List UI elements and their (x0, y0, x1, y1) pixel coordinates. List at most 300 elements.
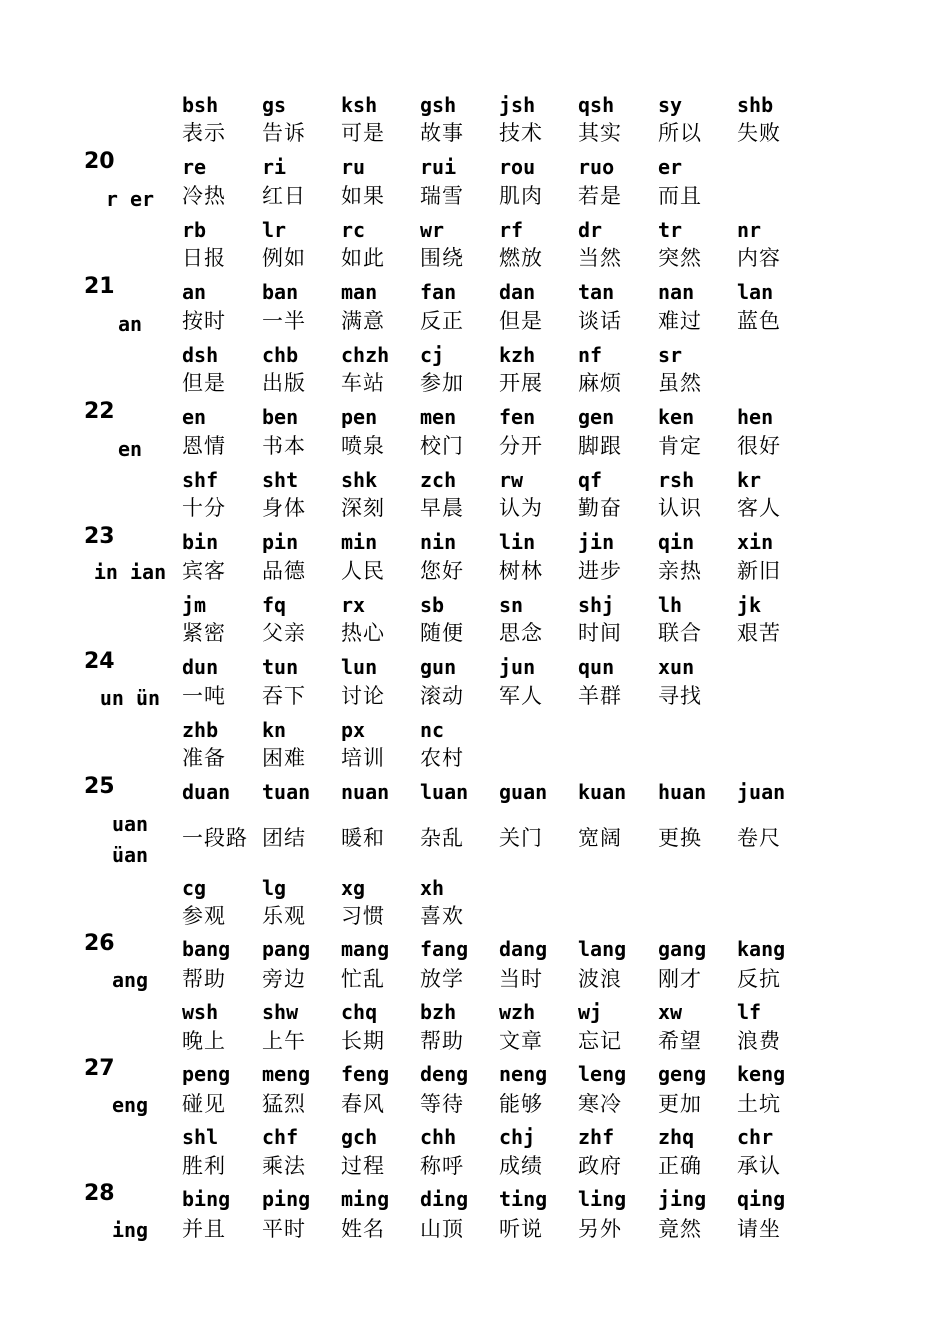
chinese-word: 习惯 (341, 904, 385, 928)
chinese-word: 并且 (182, 1217, 226, 1241)
chinese-word: 一吨 (182, 684, 226, 708)
chinese-word: 更换 (658, 826, 702, 850)
abbreviation-code: nuan (341, 780, 390, 804)
chinese-word: 谈话 (578, 309, 622, 333)
abbreviation-code: hen (737, 405, 774, 429)
word-row (0, 1088, 950, 1120)
chinese-word: 书本 (262, 434, 306, 458)
abbreviation-code: gsh (420, 93, 457, 117)
abbreviation-code: shf (182, 468, 219, 492)
abbreviation-code: tan (578, 280, 615, 304)
chinese-word: 猛烈 (262, 1092, 306, 1116)
chinese-word: 浪费 (737, 1029, 781, 1053)
abbreviation-code: xw (658, 1000, 683, 1024)
chinese-word: 日报 (182, 246, 226, 270)
chinese-word: 很好 (737, 434, 781, 458)
abbreviation-code: rou (499, 155, 536, 179)
abbreviation-code: ling (578, 1187, 627, 1211)
abbreviation-code: ting (499, 1187, 548, 1211)
abbreviation-code: fq (262, 593, 287, 617)
abbreviation-code: gang (658, 937, 707, 961)
abbreviation-code: rsh (658, 468, 695, 492)
abbreviation-code: kuan (578, 780, 627, 804)
word-row (0, 492, 950, 524)
group-finals: eng (111, 1093, 149, 1117)
chinese-word: 希望 (658, 1029, 702, 1053)
abbreviation-code: tr (658, 218, 683, 242)
chinese-word: 宾客 (182, 559, 226, 583)
chinese-word: 您好 (420, 559, 464, 583)
abbreviation-code: shl (182, 1125, 219, 1149)
abbreviation-row (0, 1121, 950, 1153)
abbreviation-code: chzh (341, 343, 390, 367)
abbreviation-code: chr (737, 1125, 774, 1149)
abbreviation-code: sn (499, 593, 524, 617)
abbreviation-code: lr (262, 218, 287, 242)
chinese-word: 亲热 (658, 559, 702, 583)
abbreviation-code: kr (737, 468, 762, 492)
abbreviation-row (0, 401, 950, 433)
chinese-word: 喷泉 (341, 434, 385, 458)
chinese-word: 竟然 (658, 1217, 702, 1241)
chinese-word: 宽阔 (578, 826, 622, 850)
abbreviation-row (0, 1183, 950, 1215)
abbreviation-code: bsh (182, 93, 219, 117)
abbreviation-code: peng (182, 1062, 231, 1086)
abbreviation-code: geng (658, 1062, 707, 1086)
chinese-word: 燃放 (499, 246, 543, 270)
chinese-word: 一段路 (182, 826, 248, 850)
chinese-word: 寒冷 (578, 1092, 622, 1116)
chinese-word: 虽然 (658, 371, 702, 395)
abbreviation-code: shw (262, 1000, 299, 1024)
chinese-word: 更加 (658, 1092, 702, 1116)
word-row (0, 242, 950, 274)
chinese-word: 时间 (578, 621, 622, 645)
abbreviation-code: gen (578, 405, 615, 429)
abbreviation-code: jin (578, 530, 615, 554)
abbreviation-code: gun (420, 655, 457, 679)
abbreviation-code: kn (262, 718, 287, 742)
chinese-word: 一半 (262, 309, 306, 333)
chinese-word: 山顶 (420, 1217, 464, 1241)
abbreviation-code: wzh (499, 1000, 536, 1024)
chinese-word: 困难 (262, 746, 306, 770)
chinese-word: 军人 (499, 684, 543, 708)
abbreviation-code: keng (737, 1062, 786, 1086)
chinese-word: 帮助 (420, 1029, 464, 1053)
abbreviation-code: nf (578, 343, 603, 367)
chinese-word: 平时 (262, 1217, 306, 1241)
chinese-word: 碰见 (182, 1092, 226, 1116)
chinese-word: 按时 (182, 309, 226, 333)
group-finals: ang (111, 968, 149, 992)
chinese-word: 吞下 (262, 684, 306, 708)
abbreviation-code: bzh (420, 1000, 457, 1024)
word-row (0, 680, 950, 712)
chinese-word: 胜利 (182, 1154, 226, 1178)
abbreviation-code: zhb (182, 718, 219, 742)
chinese-word: 培训 (341, 746, 385, 770)
abbreviation-code: xh (420, 876, 445, 900)
chinese-word: 称呼 (420, 1154, 464, 1178)
abbreviation-code: qun (578, 655, 615, 679)
chinese-word: 出版 (262, 371, 306, 395)
chinese-word: 政府 (578, 1154, 622, 1178)
abbreviation-code: chj (499, 1125, 536, 1149)
chinese-word: 讨论 (341, 684, 385, 708)
chinese-word: 若是 (578, 184, 622, 208)
abbreviation-row (0, 651, 950, 683)
abbreviation-code: pang (262, 937, 311, 961)
chinese-word: 十分 (182, 496, 226, 520)
chinese-word: 品德 (262, 559, 306, 583)
abbreviation-code: bing (182, 1187, 231, 1211)
chinese-word: 脚跟 (578, 434, 622, 458)
abbreviation-code: tuan (262, 780, 311, 804)
abbreviation-code: chh (420, 1125, 457, 1149)
abbreviation-code: ping (262, 1187, 311, 1211)
abbreviation-code: zhf (578, 1125, 615, 1149)
group-number: 23 (84, 524, 115, 549)
chinese-word: 进步 (578, 559, 622, 583)
word-row (0, 367, 950, 399)
abbreviation-code: rf (499, 218, 524, 242)
group-number: 22 (84, 399, 115, 424)
chinese-word: 认为 (499, 496, 543, 520)
abbreviation-code: qin (658, 530, 695, 554)
chinese-word: 姓名 (341, 1217, 385, 1241)
group-number: 20 (84, 149, 115, 174)
chinese-word: 如果 (341, 184, 385, 208)
abbreviation-code: bin (182, 530, 219, 554)
chinese-word: 可是 (341, 121, 385, 145)
chinese-word: 认识 (658, 496, 702, 520)
abbreviation-code: fen (499, 405, 536, 429)
abbreviation-code: luan (420, 780, 469, 804)
abbreviation-code: jun (499, 655, 536, 679)
abbreviation-code: sy (658, 93, 683, 117)
group-finals: un ün (99, 686, 161, 710)
abbreviation-code: meng (262, 1062, 311, 1086)
word-row (0, 1213, 950, 1245)
chinese-word: 客人 (737, 496, 781, 520)
chinese-word: 但是 (182, 371, 226, 395)
chinese-word: 晚上 (182, 1029, 226, 1053)
word-row (0, 305, 950, 337)
chinese-word: 文章 (499, 1029, 543, 1053)
abbreviation-row (0, 933, 950, 965)
chinese-word: 旁边 (262, 967, 306, 991)
abbreviation-code: chb (262, 343, 299, 367)
group-number: 26 (84, 931, 115, 956)
abbreviation-code: jsh (499, 93, 536, 117)
abbreviation-code: ding (420, 1187, 469, 1211)
chinese-word: 忙乱 (341, 967, 385, 991)
chinese-word: 紧密 (182, 621, 226, 645)
group-number: 24 (84, 649, 115, 674)
chinese-word: 告诉 (262, 121, 306, 145)
abbreviation-code: juan (737, 780, 786, 804)
abbreviation-code: cg (182, 876, 207, 900)
chinese-word: 承认 (737, 1154, 781, 1178)
group-number: 21 (84, 274, 115, 299)
abbreviation-code: zhq (658, 1125, 695, 1149)
abbreviation-code: kzh (499, 343, 536, 367)
abbreviation-code: duan (182, 780, 231, 804)
abbreviation-code: rx (341, 593, 366, 617)
word-row (0, 1025, 950, 1057)
abbreviation-code: ken (658, 405, 695, 429)
abbreviation-code: ruo (578, 155, 615, 179)
abbreviation-code: lun (341, 655, 378, 679)
abbreviation-row (0, 996, 950, 1028)
abbreviation-code: cj (420, 343, 445, 367)
chinese-word: 冷热 (182, 184, 226, 208)
chinese-word: 蓝色 (737, 309, 781, 333)
chinese-word: 失败 (737, 121, 781, 145)
abbreviation-code: ming (341, 1187, 390, 1211)
abbreviation-code: dan (499, 280, 536, 304)
abbreviation-code: xin (737, 530, 774, 554)
chinese-word: 早晨 (420, 496, 464, 520)
abbreviation-code: mang (341, 937, 390, 961)
abbreviation-code: lf (737, 1000, 762, 1024)
chinese-word: 树林 (499, 559, 543, 583)
group-finals: in ian (93, 560, 167, 584)
chinese-word: 恩情 (182, 434, 226, 458)
abbreviation-code: sr (658, 343, 683, 367)
abbreviation-code: shj (578, 593, 615, 617)
word-row (0, 117, 950, 149)
chinese-word: 团结 (262, 826, 306, 850)
word-row (0, 900, 950, 932)
abbreviation-code: gs (262, 93, 287, 117)
group-finals: an (117, 312, 143, 336)
chinese-word: 而且 (658, 184, 702, 208)
abbreviation-code: xg (341, 876, 366, 900)
chinese-word: 父亲 (262, 621, 306, 645)
chinese-word: 分开 (499, 434, 543, 458)
abbreviation-code: dr (578, 218, 603, 242)
chinese-word: 瑞雪 (420, 184, 464, 208)
chinese-word: 帮助 (182, 967, 226, 991)
chinese-word: 人民 (341, 559, 385, 583)
chinese-word: 如此 (341, 246, 385, 270)
chinese-word: 能够 (499, 1092, 543, 1116)
word-row (0, 822, 950, 854)
abbreviation-code: wr (420, 218, 445, 242)
abbreviation-code: ban (262, 280, 299, 304)
word-row (0, 963, 950, 995)
abbreviation-code: wsh (182, 1000, 219, 1024)
chinese-word: 身体 (262, 496, 306, 520)
abbreviation-code: zch (420, 468, 457, 492)
abbreviation-code: lan (737, 280, 774, 304)
chinese-word: 羊群 (578, 684, 622, 708)
group-finals: uan üan (111, 812, 149, 867)
chinese-word: 等待 (420, 1092, 464, 1116)
abbreviation-code: ksh (341, 93, 378, 117)
abbreviation-code: guan (499, 780, 548, 804)
chinese-word: 肌肉 (499, 184, 543, 208)
chinese-word: 其实 (578, 121, 622, 145)
chinese-word: 新旧 (737, 559, 781, 583)
chinese-word: 准备 (182, 746, 226, 770)
abbreviation-code: fan (420, 280, 457, 304)
abbreviation-code: lang (578, 937, 627, 961)
abbreviation-code: an (182, 280, 207, 304)
abbreviation-code: fang (420, 937, 469, 961)
chinese-word: 麻烦 (578, 371, 622, 395)
abbreviation-code: kang (737, 937, 786, 961)
chinese-word: 滚动 (420, 684, 464, 708)
chinese-word: 关门 (499, 826, 543, 850)
chinese-word: 勤奋 (578, 496, 622, 520)
word-row (0, 430, 950, 462)
word-row (0, 1150, 950, 1182)
chinese-word: 卷尺 (737, 826, 781, 850)
chinese-word: 但是 (499, 309, 543, 333)
chinese-word: 突然 (658, 246, 702, 270)
abbreviation-code: huan (658, 780, 707, 804)
chinese-word: 正确 (658, 1154, 702, 1178)
chinese-word: 红日 (262, 184, 306, 208)
chinese-word: 围绕 (420, 246, 464, 270)
chinese-word: 参观 (182, 904, 226, 928)
chinese-word: 杂乱 (420, 826, 464, 850)
abbreviation-code: dsh (182, 343, 219, 367)
chinese-word: 故事 (420, 121, 464, 145)
chinese-word: 成绩 (499, 1154, 543, 1178)
abbreviation-code: qsh (578, 93, 615, 117)
chinese-word: 思念 (499, 621, 543, 645)
chinese-word: 所以 (658, 121, 702, 145)
abbreviation-code: px (341, 718, 366, 742)
abbreviation-code: rc (341, 218, 366, 242)
chinese-word: 听说 (499, 1217, 543, 1241)
chinese-word: 忘记 (578, 1029, 622, 1053)
abbreviation-code: pin (262, 530, 299, 554)
abbreviation-row (0, 1058, 950, 1090)
abbreviation-code: chq (341, 1000, 378, 1024)
chinese-word: 寻找 (658, 684, 702, 708)
abbreviation-code: feng (341, 1062, 390, 1086)
abbreviation-code: shk (341, 468, 378, 492)
chinese-word: 放学 (420, 967, 464, 991)
abbreviation-code: tun (262, 655, 299, 679)
abbreviation-code: wj (578, 1000, 603, 1024)
abbreviation-code: deng (420, 1062, 469, 1086)
abbreviation-code: nan (658, 280, 695, 304)
chinese-word: 开展 (499, 371, 543, 395)
abbreviation-code: lg (262, 876, 287, 900)
chinese-word: 联合 (658, 621, 702, 645)
abbreviation-code: chf (262, 1125, 299, 1149)
chinese-word: 农村 (420, 746, 464, 770)
group-number: 28 (84, 1181, 115, 1206)
chinese-word: 艰苦 (737, 621, 781, 645)
abbreviation-code: nr (737, 218, 762, 242)
chinese-word: 内容 (737, 246, 781, 270)
abbreviation-code: ri (262, 155, 287, 179)
chinese-word: 另外 (578, 1217, 622, 1241)
abbreviation-code: lh (658, 593, 683, 617)
chinese-word: 表示 (182, 121, 226, 145)
abbreviation-code: gch (341, 1125, 378, 1149)
chinese-word: 过程 (341, 1154, 385, 1178)
group-finals: en (117, 437, 143, 461)
chinese-word: 土坑 (737, 1092, 781, 1116)
chinese-word: 当然 (578, 246, 622, 270)
abbreviation-code: qing (737, 1187, 786, 1211)
abbreviation-code: dun (182, 655, 219, 679)
abbreviation-code: nin (420, 530, 457, 554)
chinese-word: 波浪 (578, 967, 622, 991)
chinese-word: 深刻 (341, 496, 385, 520)
abbreviation-code: er (658, 155, 683, 179)
abbreviation-code: jing (658, 1187, 707, 1211)
chinese-word: 满意 (341, 309, 385, 333)
chinese-word: 反正 (420, 309, 464, 333)
group-number: 25 (84, 774, 115, 799)
abbreviation-code: qf (578, 468, 603, 492)
abbreviation-code: sb (420, 593, 445, 617)
group-number: 27 (84, 1056, 115, 1081)
chinese-word: 长期 (341, 1029, 385, 1053)
abbreviation-code: dang (499, 937, 548, 961)
chinese-word: 乐观 (262, 904, 306, 928)
abbreviation-code: ru (341, 155, 366, 179)
abbreviation-code: man (341, 280, 378, 304)
abbreviation-code: leng (578, 1062, 627, 1086)
abbreviation-code: lin (499, 530, 536, 554)
chinese-word: 请坐 (737, 1217, 781, 1241)
abbreviation-code: re (182, 155, 207, 179)
chinese-word: 肯定 (658, 434, 702, 458)
chinese-word: 暖和 (341, 826, 385, 850)
word-row (0, 180, 950, 212)
abbreviation-code: shb (737, 93, 774, 117)
abbreviation-code: men (420, 405, 457, 429)
abbreviation-code: nc (420, 718, 445, 742)
abbreviation-code: rw (499, 468, 524, 492)
chinese-word: 难过 (658, 309, 702, 333)
abbreviation-row (0, 776, 950, 808)
chinese-word: 刚才 (658, 967, 702, 991)
abbreviation-row (0, 526, 950, 558)
chinese-word: 热心 (341, 621, 385, 645)
abbreviation-row (0, 276, 950, 308)
abbreviation-code: jm (182, 593, 207, 617)
word-row (0, 742, 950, 774)
abbreviation-code: sht (262, 468, 299, 492)
chinese-word: 当时 (499, 967, 543, 991)
chinese-word: 乘法 (262, 1154, 306, 1178)
abbreviation-code: en (182, 405, 207, 429)
chinese-word: 上午 (262, 1029, 306, 1053)
chinese-word: 喜欢 (420, 904, 464, 928)
chinese-word: 春风 (341, 1092, 385, 1116)
abbreviation-code: pen (341, 405, 378, 429)
word-row (0, 555, 950, 587)
chinese-word: 校门 (420, 434, 464, 458)
chinese-word: 随便 (420, 621, 464, 645)
chinese-word: 车站 (341, 371, 385, 395)
abbreviation-code: xun (658, 655, 695, 679)
abbreviation-code: rb (182, 218, 207, 242)
chinese-word: 技术 (499, 121, 543, 145)
